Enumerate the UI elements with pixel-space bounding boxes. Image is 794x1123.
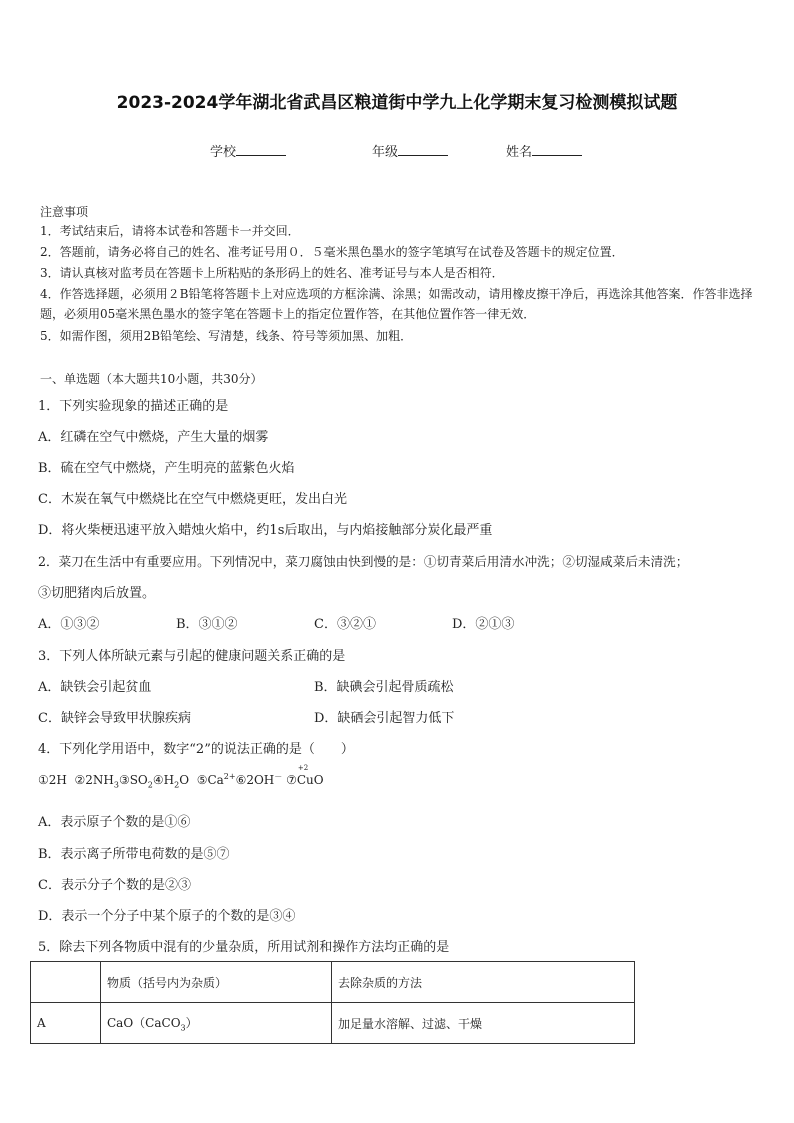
q4-option-c: C．表示分子个数的是②③ <box>38 878 191 893</box>
q1-option-a: A．红磷在空气中燃烧，产生大量的烟雾 <box>38 430 269 445</box>
table-header-cell: 去除杂质的方法 <box>332 962 635 1003</box>
q1-option-d: D．将火柴梗迅速平放入蜡烛火焰中，约1s后取出，与内焰接触部分炭化最严重 <box>38 523 493 538</box>
table-header-cell <box>31 962 101 1003</box>
notes-heading: 注意事项 <box>40 205 89 219</box>
note-item: 2．答题前，请务必将自己的姓名、准考证号用０．５毫米黑色墨水的签字笔填写在试卷及答题卡的规定位置． <box>40 245 624 259</box>
section-title: 一、单选题（本大题共10小题，共30分） <box>40 372 263 386</box>
grade-blank[interactable] <box>398 143 448 156</box>
note-item: 1．考试结束后，请将本试卷和答题卡一并交回． <box>40 224 300 238</box>
q4-formula-list: ①2H $②2NH_3③SO_2④H_2O$ $⑤Ca^{2+}⑥2OH^-$ ⑦ +2 CuO <box>38 764 324 790</box>
name-blank[interactable] <box>532 143 582 156</box>
q2-option-d: D．②①③ <box>452 617 515 632</box>
q2-option-a: A．①③② <box>38 617 100 632</box>
table-row <box>31 1003 635 1044</box>
question-2-stem-cont: ③切肥猪肉后放置。 <box>38 586 156 601</box>
valence-notation: +2 Cu <box>296 764 314 787</box>
row-substance: CaO（CaCO$_3$） <box>101 1003 332 1044</box>
q3-option-a: A．缺铁会引起贫血 <box>38 680 152 695</box>
q3-option-d: D．缺硒会引起智力低下 <box>314 711 455 726</box>
q3-option-c: C．缺锌会导致甲状腺疾病 <box>38 711 191 726</box>
note-item: 5．如需作图，须用2B铅笔绘、写清楚，线条、符号等须加黑、加粗． <box>40 329 413 343</box>
question-5-stem: 5．除去下列各物质中混有的少量杂质，所用试剂和操作方法均正确的是 <box>38 940 450 955</box>
exam-title: 2023-2024学年湖北省武昌区粮道街中学九上化学期末复习检测模拟试题 <box>116 93 678 113</box>
name-label: 姓名 <box>506 145 533 160</box>
q4-option-a: A．表示原子个数的是①⑥ <box>38 815 191 830</box>
note-item: 3．请认真核对监考员在答题卡上所粘贴的条形码上的姓名、准考证号与本人是否相符． <box>40 266 504 280</box>
q4-option-b: B．表示离子所带电荷数的是⑤⑦ <box>38 847 230 862</box>
q1-option-c: C．木炭在氧气中燃烧比在空气中燃烧更旺，发出白光 <box>38 492 347 507</box>
q3-option-b: B．缺碘会引起骨质疏松 <box>314 680 454 695</box>
question-4-stem: 4．下列化学用语中，数字“2”的说法正确的是（ ） <box>38 742 354 757</box>
question-1-stem: 1．下列实验现象的描述正确的是 <box>38 399 229 414</box>
name-field[interactable] <box>506 141 582 160</box>
question-3-stem: 3．下列人体所缺元素与引起的健康问题关系正确的是 <box>38 649 346 664</box>
school-blank[interactable] <box>236 143 286 156</box>
school-field[interactable] <box>210 141 286 160</box>
row-method: 加足量水溶解、过滤、干燥 <box>332 1003 635 1044</box>
grade-label: 年级 <box>372 145 399 160</box>
q2-option-b: B．③①② <box>176 617 238 632</box>
row-label: A <box>31 1003 101 1044</box>
note-item: 4．作答选择题，必须用２B铅笔将答题卡上对应选项的方框涂满、涂黑；如需改动，请用橡皮擦干净后，再选涂其他答案．作答非选择题，必须用05毫米黑色墨水的签字笔在答题卡上的指定位置作答，在其他位置作答一律无效． <box>40 287 753 321</box>
school-label: 学校 <box>210 145 237 160</box>
q1-option-b: B．硫在空气中燃烧，产生明亮的蓝紫色火焰 <box>38 461 295 476</box>
grade-field[interactable] <box>372 141 448 160</box>
table-header-row <box>31 962 635 1003</box>
question-2-stem: 2．菜刀在生活中有重要应用。下列情况中，菜刀腐蚀由快到慢的是：①切青菜后用清水冲洗；②切湿咸菜后未清洗； <box>38 554 689 569</box>
q5-table <box>30 961 635 1044</box>
table-header-cell: 物质（括号内为杂质） <box>101 962 332 1003</box>
q4-option-d: D．表示一个分子中某个原子的个数的是③④ <box>38 909 296 924</box>
q2-option-c: C．③②① <box>314 617 376 632</box>
